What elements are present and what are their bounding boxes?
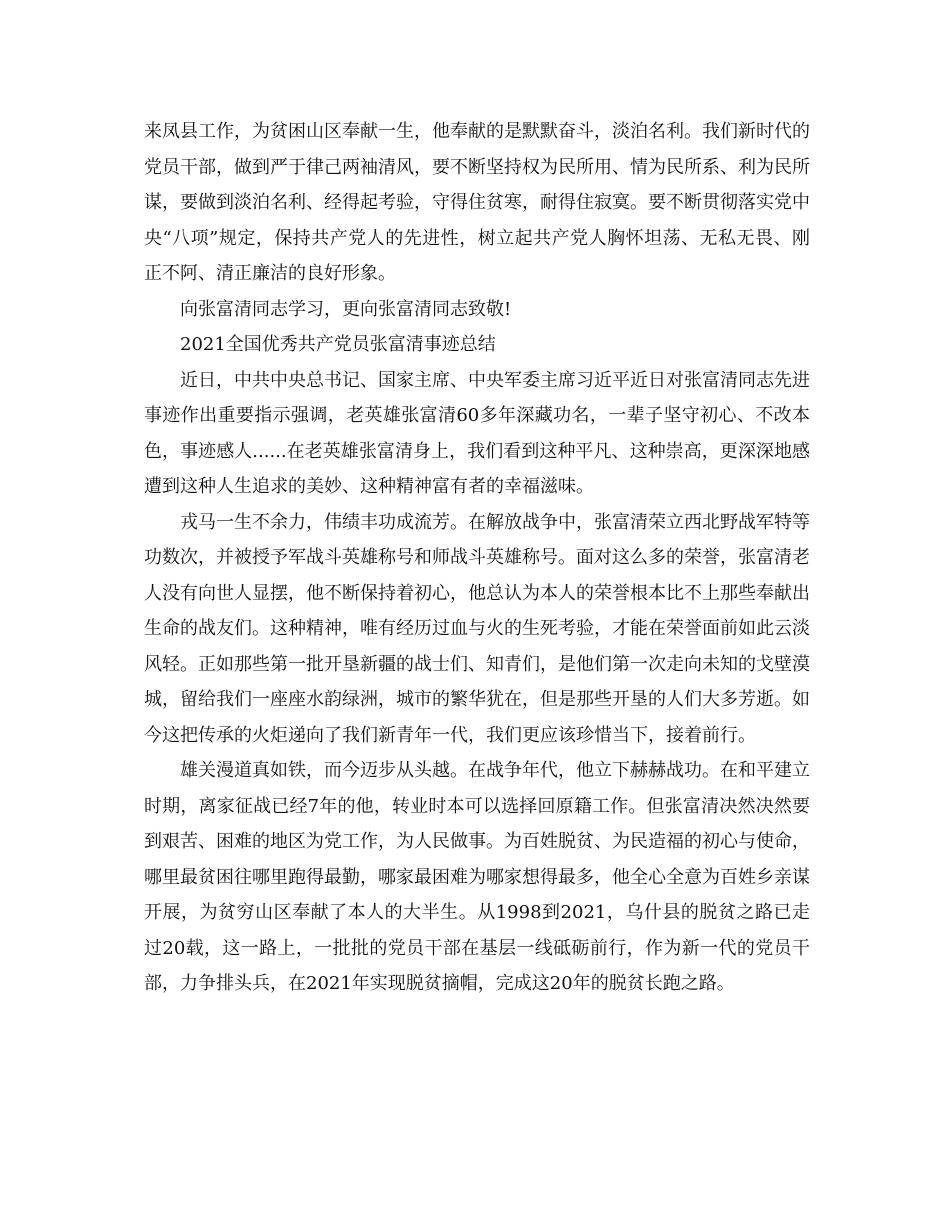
body-paragraph: 雄关漫道真如铁，而今迈步从头越。在战争年代，他立下赫赫战功。在和平建立时期，离家征战已经7年的他，转业时本可以选择回原籍工作。但张富清决然决然要到艰苦、困难的地区为党工作，为人民做事。为百姓脱贫、为民造福的初心与使命，哪里最贫困往哪里跑得最勤，哪家最困难为哪家想得最多，他全心全意为百姓乡亲谋开展，为贫穷山区奉献了本人的大半生。从1998到2021，乌什县的脱贫之路已走过20载，这一路上，一批批的党员干部在基层一线砥砺前行，作为新一代的党员干部，力争排头兵，在2021年实现脱贫摘帽，完成这20年的脱贫长跑之路。 — [144, 760, 810, 994]
body-paragraph: 近日，中共中央总书记、国家主席、中央军委主席习近平近日对张富清同志先进事迹作出重要指示强调，老英雄张富清60多年深藏功名，一辈子坚守初心、不改本色，事迹感人......在老英雄张富清身上，我们看到这种平凡、这种崇高，更深深地感遭到这种人生追求的美妙、这种精神富有者的幸福滋味。 — [144, 369, 810, 497]
body-paragraph: 来凤县工作，为贫困山区奉献一生，他奉献的是默默奋斗，淡泊名利。我们新时代的党员干部，做到严于律己两袖清风，要不断坚持权为民所用、情为民所系、利为民所谋，要做到淡泊名利、经得起考验，守得住贫寒，耐得住寂寞。要不断贯彻落实党中央“八项”规定，保持共产党人的先进性，树立起共产党人胸怀坦荡、无私无畏、刚正不阿、清正廉洁的良好形象。 — [144, 121, 810, 284]
document-body — [144, 114, 810, 1002]
body-paragraph: 戎马一生不余力，伟绩丰功成流芳。在解放战争中，张富清荣立西北野战军特等功数次，并被授予军战斗英雄称号和师战斗英雄称号。面对这么多的荣誉，张富清老人没有向世人显摆，他不断保持着初心，他总认为本人的荣誉根本比不上那些奉献出生命的战友们。这种精神，唯有经历过血与火的生死考验，才能在荣誉面前如此云淡风轻。正如那些第一批开垦新疆的战士们、知青们，是他们第一次走向未知的戈壁漠城，留给我们一座座水韵绿洲，城市的繁华犹在，但是那些开垦的人们大多芳逝。如今这把传承的火炬递向了我们新青年一代，我们更应该珍惜当下，接着前行。 — [144, 511, 810, 746]
body-paragraph: 向张富清同志学习，更向张富清同志致敬! — [180, 298, 512, 320]
section-title: 2021全国优秀共产党员张富清事迹总结 — [180, 334, 496, 355]
